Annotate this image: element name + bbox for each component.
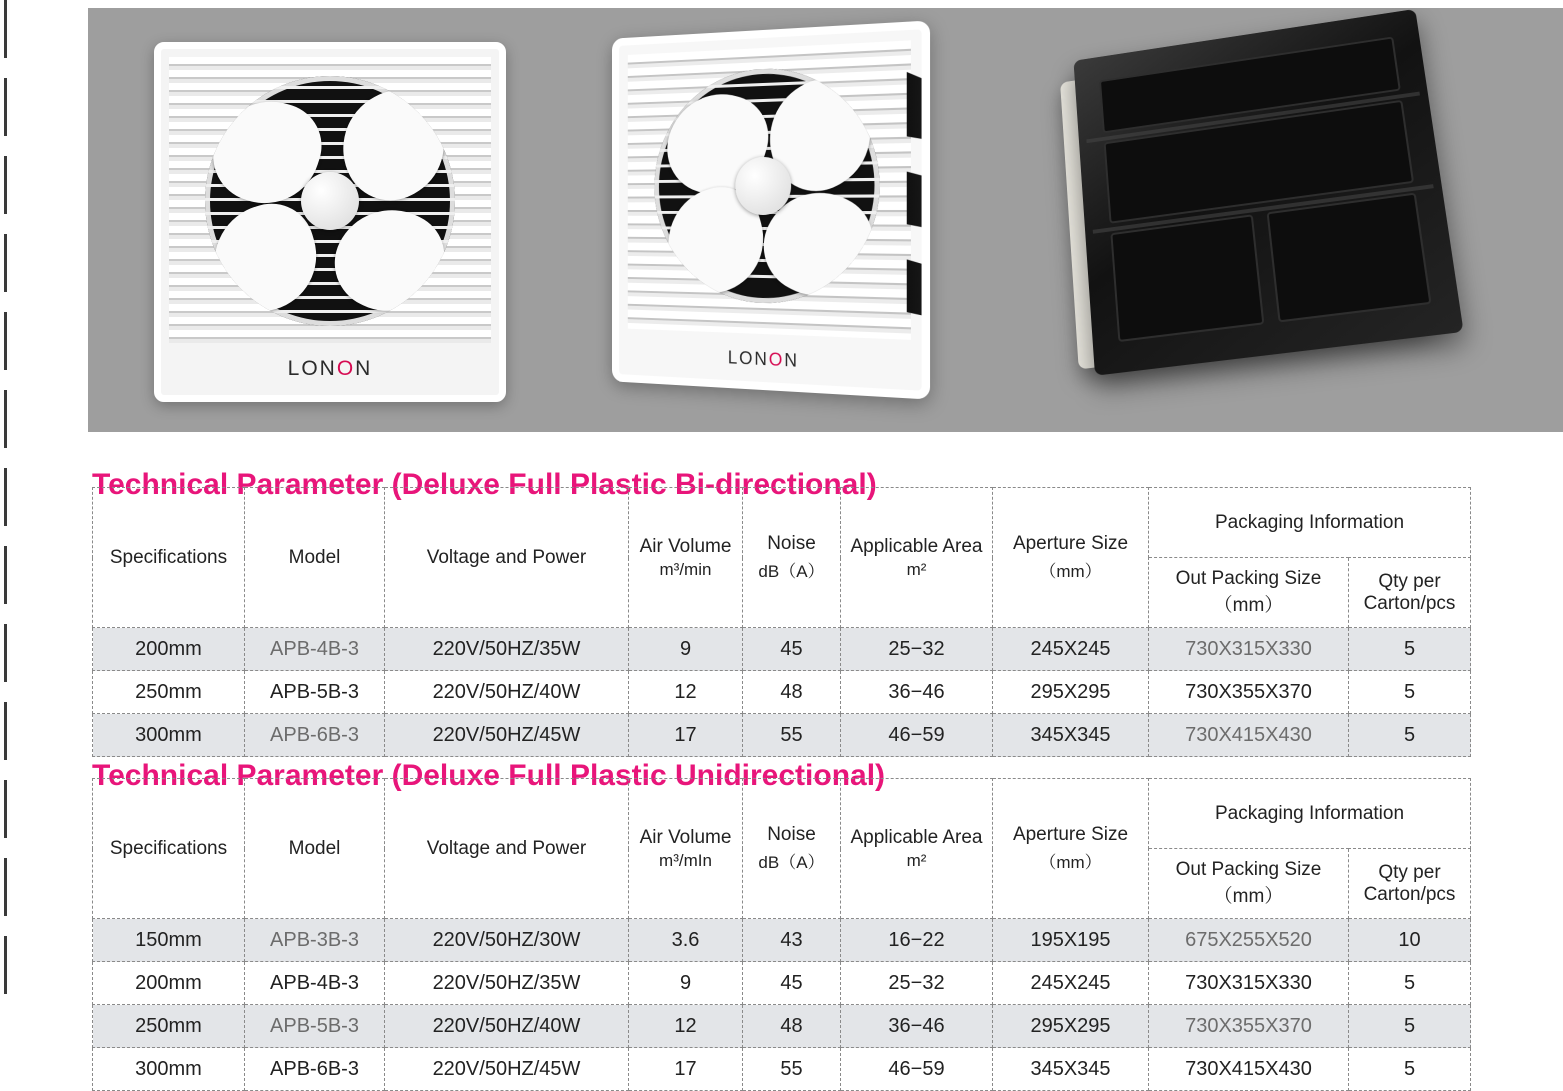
cell-aperture: 345X345 xyxy=(993,714,1149,757)
cell-specifications: 300mm xyxy=(93,714,245,757)
col-applicable-area: Applicable Area m² xyxy=(841,488,993,628)
spec-table-bidirectional xyxy=(92,487,1471,757)
cell-noise: 48 xyxy=(743,671,841,714)
cell-noise: 55 xyxy=(743,1048,841,1091)
cell-air-volume: 3.6 xyxy=(629,919,743,962)
section-title-bidirectional: Technical Parameter (Deluxe Full Plastic Bi-directional) xyxy=(92,467,877,501)
cell-voltage: 220V/50HZ/35W xyxy=(385,962,629,1005)
table-row xyxy=(93,714,1471,757)
cell-area: 25−32 xyxy=(841,628,993,671)
cell-air-volume: 12 xyxy=(629,671,743,714)
cell-qty: 5 xyxy=(1349,628,1471,671)
cell-out-packing: 730X415X430 xyxy=(1149,714,1349,757)
cell-out-packing: 730X355X370 xyxy=(1149,671,1349,714)
cell-area: 46−59 xyxy=(841,1048,993,1091)
cell-air-volume: 9 xyxy=(629,628,743,671)
cell-aperture: 295X295 xyxy=(993,671,1149,714)
cell-voltage: 220V/50HZ/40W xyxy=(385,1005,629,1048)
cell-specifications: 200mm xyxy=(93,962,245,1005)
cell-specifications: 150mm xyxy=(93,919,245,962)
cell-voltage: 220V/50HZ/30W xyxy=(385,919,629,962)
col-air-volume: Air Volume m³/mIn xyxy=(629,779,743,919)
product-image-front-fan xyxy=(154,42,506,402)
cell-noise: 45 xyxy=(743,962,841,1005)
col-specifications: Specifications xyxy=(93,779,245,919)
cell-specifications: 250mm xyxy=(93,671,245,714)
cell-noise: 48 xyxy=(743,1005,841,1048)
cell-voltage: 220V/50HZ/40W xyxy=(385,671,629,714)
cell-voltage: 220V/50HZ/45W xyxy=(385,1048,629,1091)
cell-voltage: 220V/50HZ/45W xyxy=(385,714,629,757)
section-title-unidirectional: Technical Parameter (Deluxe Full Plastic Unidirectional) xyxy=(92,758,886,792)
cell-aperture: 195X195 xyxy=(993,919,1149,962)
cell-aperture: 345X345 xyxy=(993,1048,1149,1091)
cell-qty: 5 xyxy=(1349,671,1471,714)
col-applicable-area: Applicable Area m² xyxy=(841,779,993,919)
fan-hub xyxy=(301,172,359,230)
cell-air-volume: 9 xyxy=(629,962,743,1005)
cell-area: 46−59 xyxy=(841,714,993,757)
page-edge-marks xyxy=(0,0,14,1041)
table-header-row xyxy=(93,488,1471,558)
col-noise: Noise dB（A） xyxy=(743,488,841,628)
cell-area: 36−46 xyxy=(841,671,993,714)
spec-table-unidirectional xyxy=(92,778,1471,1091)
cell-out-packing: 730X315X330 xyxy=(1149,962,1349,1005)
cell-specifications: 200mm xyxy=(93,628,245,671)
cell-out-packing: 730X355X370 xyxy=(1149,1005,1349,1048)
table-row xyxy=(93,962,1471,1005)
col-packaging-information: Packaging Information xyxy=(1149,779,1471,849)
col-packaging-information: Packaging Information xyxy=(1149,488,1471,558)
cell-noise: 43 xyxy=(743,919,841,962)
fan-blade-assembly xyxy=(205,76,455,326)
col-out-packing-size: Out Packing Size（mm） xyxy=(1149,558,1349,628)
cell-air-volume: 12 xyxy=(629,1005,743,1048)
col-air-volume: Air Volume m³/min xyxy=(629,488,743,628)
table-row xyxy=(93,1005,1471,1048)
col-model: Model xyxy=(245,779,385,919)
table-row xyxy=(93,628,1471,671)
cell-aperture: 295X295 xyxy=(993,1005,1149,1048)
brand-logo-angled: LONON xyxy=(727,347,799,371)
cell-qty: 5 xyxy=(1349,714,1471,757)
table-row xyxy=(93,671,1471,714)
cell-air-volume: 17 xyxy=(629,1048,743,1091)
col-voltage: Voltage and Power xyxy=(385,779,629,919)
col-out-packing-size: Out Packing Size（mm） xyxy=(1149,849,1349,919)
cell-specifications: 300mm xyxy=(93,1048,245,1091)
product-image-rear-housing xyxy=(1073,9,1463,376)
cell-voltage: 220V/50HZ/35W xyxy=(385,628,629,671)
col-noise: Noise dB（A） xyxy=(743,779,841,919)
cell-area: 25−32 xyxy=(841,962,993,1005)
cell-noise: 55 xyxy=(743,714,841,757)
col-qty-per-carton: Qty per Carton/pcs xyxy=(1349,849,1471,919)
col-aperture-size: Aperture Size （mm） xyxy=(993,488,1149,628)
cell-out-packing: 675X255X520 xyxy=(1149,919,1349,962)
cell-aperture: 245X245 xyxy=(993,962,1149,1005)
cell-qty: 5 xyxy=(1349,962,1471,1005)
table-header-row xyxy=(93,779,1471,849)
cell-area: 36−46 xyxy=(841,1005,993,1048)
product-image-angled-fan xyxy=(612,20,930,399)
cell-model: APB-6B-3 xyxy=(245,1048,385,1091)
col-qty-per-carton: Qty per Carton/pcs xyxy=(1349,558,1471,628)
fan-hub-angled xyxy=(735,156,791,215)
col-voltage: Voltage and Power xyxy=(385,488,629,628)
cell-qty: 5 xyxy=(1349,1005,1471,1048)
product-photo-banner xyxy=(88,8,1563,432)
brand-logo-front: LONON xyxy=(287,357,373,380)
cell-aperture: 245X245 xyxy=(993,628,1149,671)
cell-model: APB-4B-3 xyxy=(245,962,385,1005)
table-row xyxy=(93,1048,1471,1091)
cell-model: APB-6B-3 xyxy=(245,714,385,757)
cell-out-packing: 730X415X430 xyxy=(1149,1048,1349,1091)
table-row xyxy=(93,919,1471,962)
cell-model: APB-3B-3 xyxy=(245,919,385,962)
cell-area: 16−22 xyxy=(841,919,993,962)
col-model: Model xyxy=(245,488,385,628)
cell-specifications: 250mm xyxy=(93,1005,245,1048)
cell-air-volume: 17 xyxy=(629,714,743,757)
cell-model: APB-5B-3 xyxy=(245,671,385,714)
cell-qty: 10 xyxy=(1349,919,1471,962)
cell-qty: 5 xyxy=(1349,1048,1471,1091)
cell-model: APB-5B-3 xyxy=(245,1005,385,1048)
cell-noise: 45 xyxy=(743,628,841,671)
cell-out-packing: 730X315X330 xyxy=(1149,628,1349,671)
cell-model: APB-4B-3 xyxy=(245,628,385,671)
col-aperture-size: Aperture Size （mm） xyxy=(993,779,1149,919)
col-specifications: Specifications xyxy=(93,488,245,628)
